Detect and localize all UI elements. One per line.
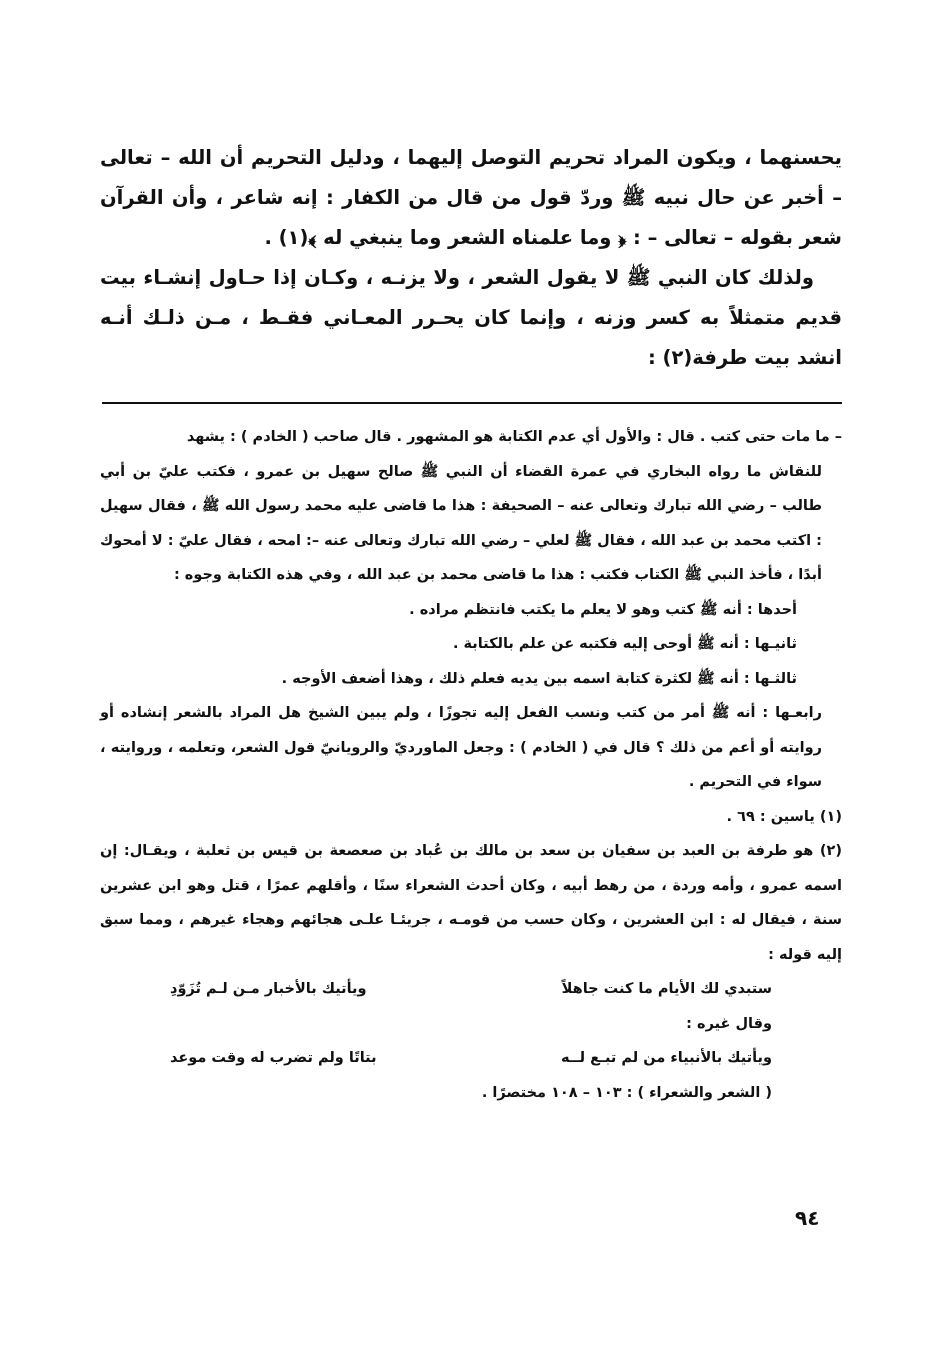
option-text: : أنه ﷺ أمر من كتب ونسب الفعل إليه تجوزًا ، ولم يبين الشيخ هل المراد بالشعر إنشاده أو روايته أو أعم من ذلك ؟ قال في ( الخادم ) : وجعل الماورديّ والرويانيّ قول الشعر، وتعلمه ، وروايته ، سواء في التحريم . <box>100 705 822 790</box>
footnote-separator <box>102 402 842 404</box>
verse-line-1 <box>100 972 842 1007</box>
footnote-1: (١) ياسين : ٦٩ . <box>726 808 842 825</box>
said-other-label: وقال غيره : <box>686 1015 772 1032</box>
main-paragraph-2: ولذلك كان النبي ﷺ لا يقول الشعر ، ولا يزنـه ، وكـان إذا حـاول إنشـاء بيت قديم متمثلاً به كسر وزنه ، وإنما كان يحـرر المعـاني فقـط ، مـن ذلـك أنـه انشد بيت طرفة(٢) : <box>100 266 842 369</box>
verse-second-hemistich: بتاتًا ولم تضرب له وقت موعد <box>170 1050 377 1066</box>
option-text: : أنه ﷺ لكثرة كتابة اسمه بين يديه فعلم ذلك ، وهذا أضعف الأوجه . <box>281 670 755 687</box>
footnote-option-2 <box>100 627 842 662</box>
page-number: ٩٤ <box>795 1206 820 1230</box>
option-text: : أنه ﷺ أوحى إليه فكتبه عن علم بالكتابة . <box>452 636 755 652</box>
option-label: ثانيـها <box>754 636 797 652</box>
source-citation: ( الشعر والشعراء ) : ١٠٣ – ١٠٨ مختصرًا . <box>481 1084 772 1101</box>
verse-second-hemistich: ويأتيك بالأخبار مـن لـم تُزَوّدِ <box>170 981 367 997</box>
footnote-option-1 <box>100 593 842 628</box>
footnote-continuation-first-line: – ما مات حتى كتب . قال : والأول أي عدم الكتابة هو المشهور . قال صاحب ( الخادم ) : يشهد <box>186 429 842 445</box>
main-text <box>100 138 842 378</box>
main-paragraph-1: يحسنهما ، ويكون المراد تحريم التوصل إليهما ، ودليل التحريم أن الله – تعالى – أخبر عن حال نبيه ﷺ وردّ قول من قال من الكفار : إنه شاعر ، وأن القرآن شعر بقوله – تعالى – : ﴿ وما علمناه الشعر وما ينبغي له ﴾(١) . <box>100 146 842 249</box>
verse-first-hemistich: ستبدي لك الأيام ما كنت جاهلاً <box>561 981 772 997</box>
option-label: أحدها <box>757 601 797 618</box>
footnote-continuation: للنقاش ما رواه البخاري في عمرة القضاء أن النبي ﷺ صالح سهيل بن عمرو ، فكتب عليّ بن أبي طالب – رضي الله تبارك وتعالى عنه – الصحيفة : هذا ما قاضى عليه محمد رسول الله ﷺ ، فقال سهيل : اكتب محمد بن عبد الله ، فقال ﷺ لعلي – رضي الله تبارك وتعالى عنه –: امحه ، فقال عليّ : لا أمحوك أبدًا ، فأخذ النبي ﷺ الكتاب فكتب : هذا ما قاضى محمد بن عبد الله ، وفي هذه الكتابة وجوه : <box>100 463 822 583</box>
footnotes <box>100 420 842 1110</box>
footnote-option-4 <box>100 696 842 800</box>
footnote-2: (٢) هو طرفة بن العبد بن سفيان بن سعد بن مالك بن عُباد بن صعصعة بن قيس بن ثعلبة ، ويقـال: إن اسمه عمرو ، وأمه وردة ، من رهط أبيه ، وكان أحدث الشعراء سنًا ، وأقلهم عمرًا ، قتل وهو ابن عشرين سنة ، فيقال له : ابن العشرين ، وكان حسب من قومـه ، جريئـا علـى هجائهم وهجاء غيرهم ، ومما سبق إليه قوله : <box>100 843 842 963</box>
option-text: : أنه ﷺ كتب وهو لا يعلم ما يكتب فانتظم مراده . <box>409 601 758 618</box>
verse-line-2 <box>100 1041 842 1076</box>
option-label: ثالثـها <box>754 670 797 687</box>
option-label: رابعـها <box>775 705 822 721</box>
verse-first-hemistich: ويأتيك بالأنبياء من لم تبـع لــه <box>560 1050 772 1066</box>
footnote-option-3 <box>100 662 842 697</box>
